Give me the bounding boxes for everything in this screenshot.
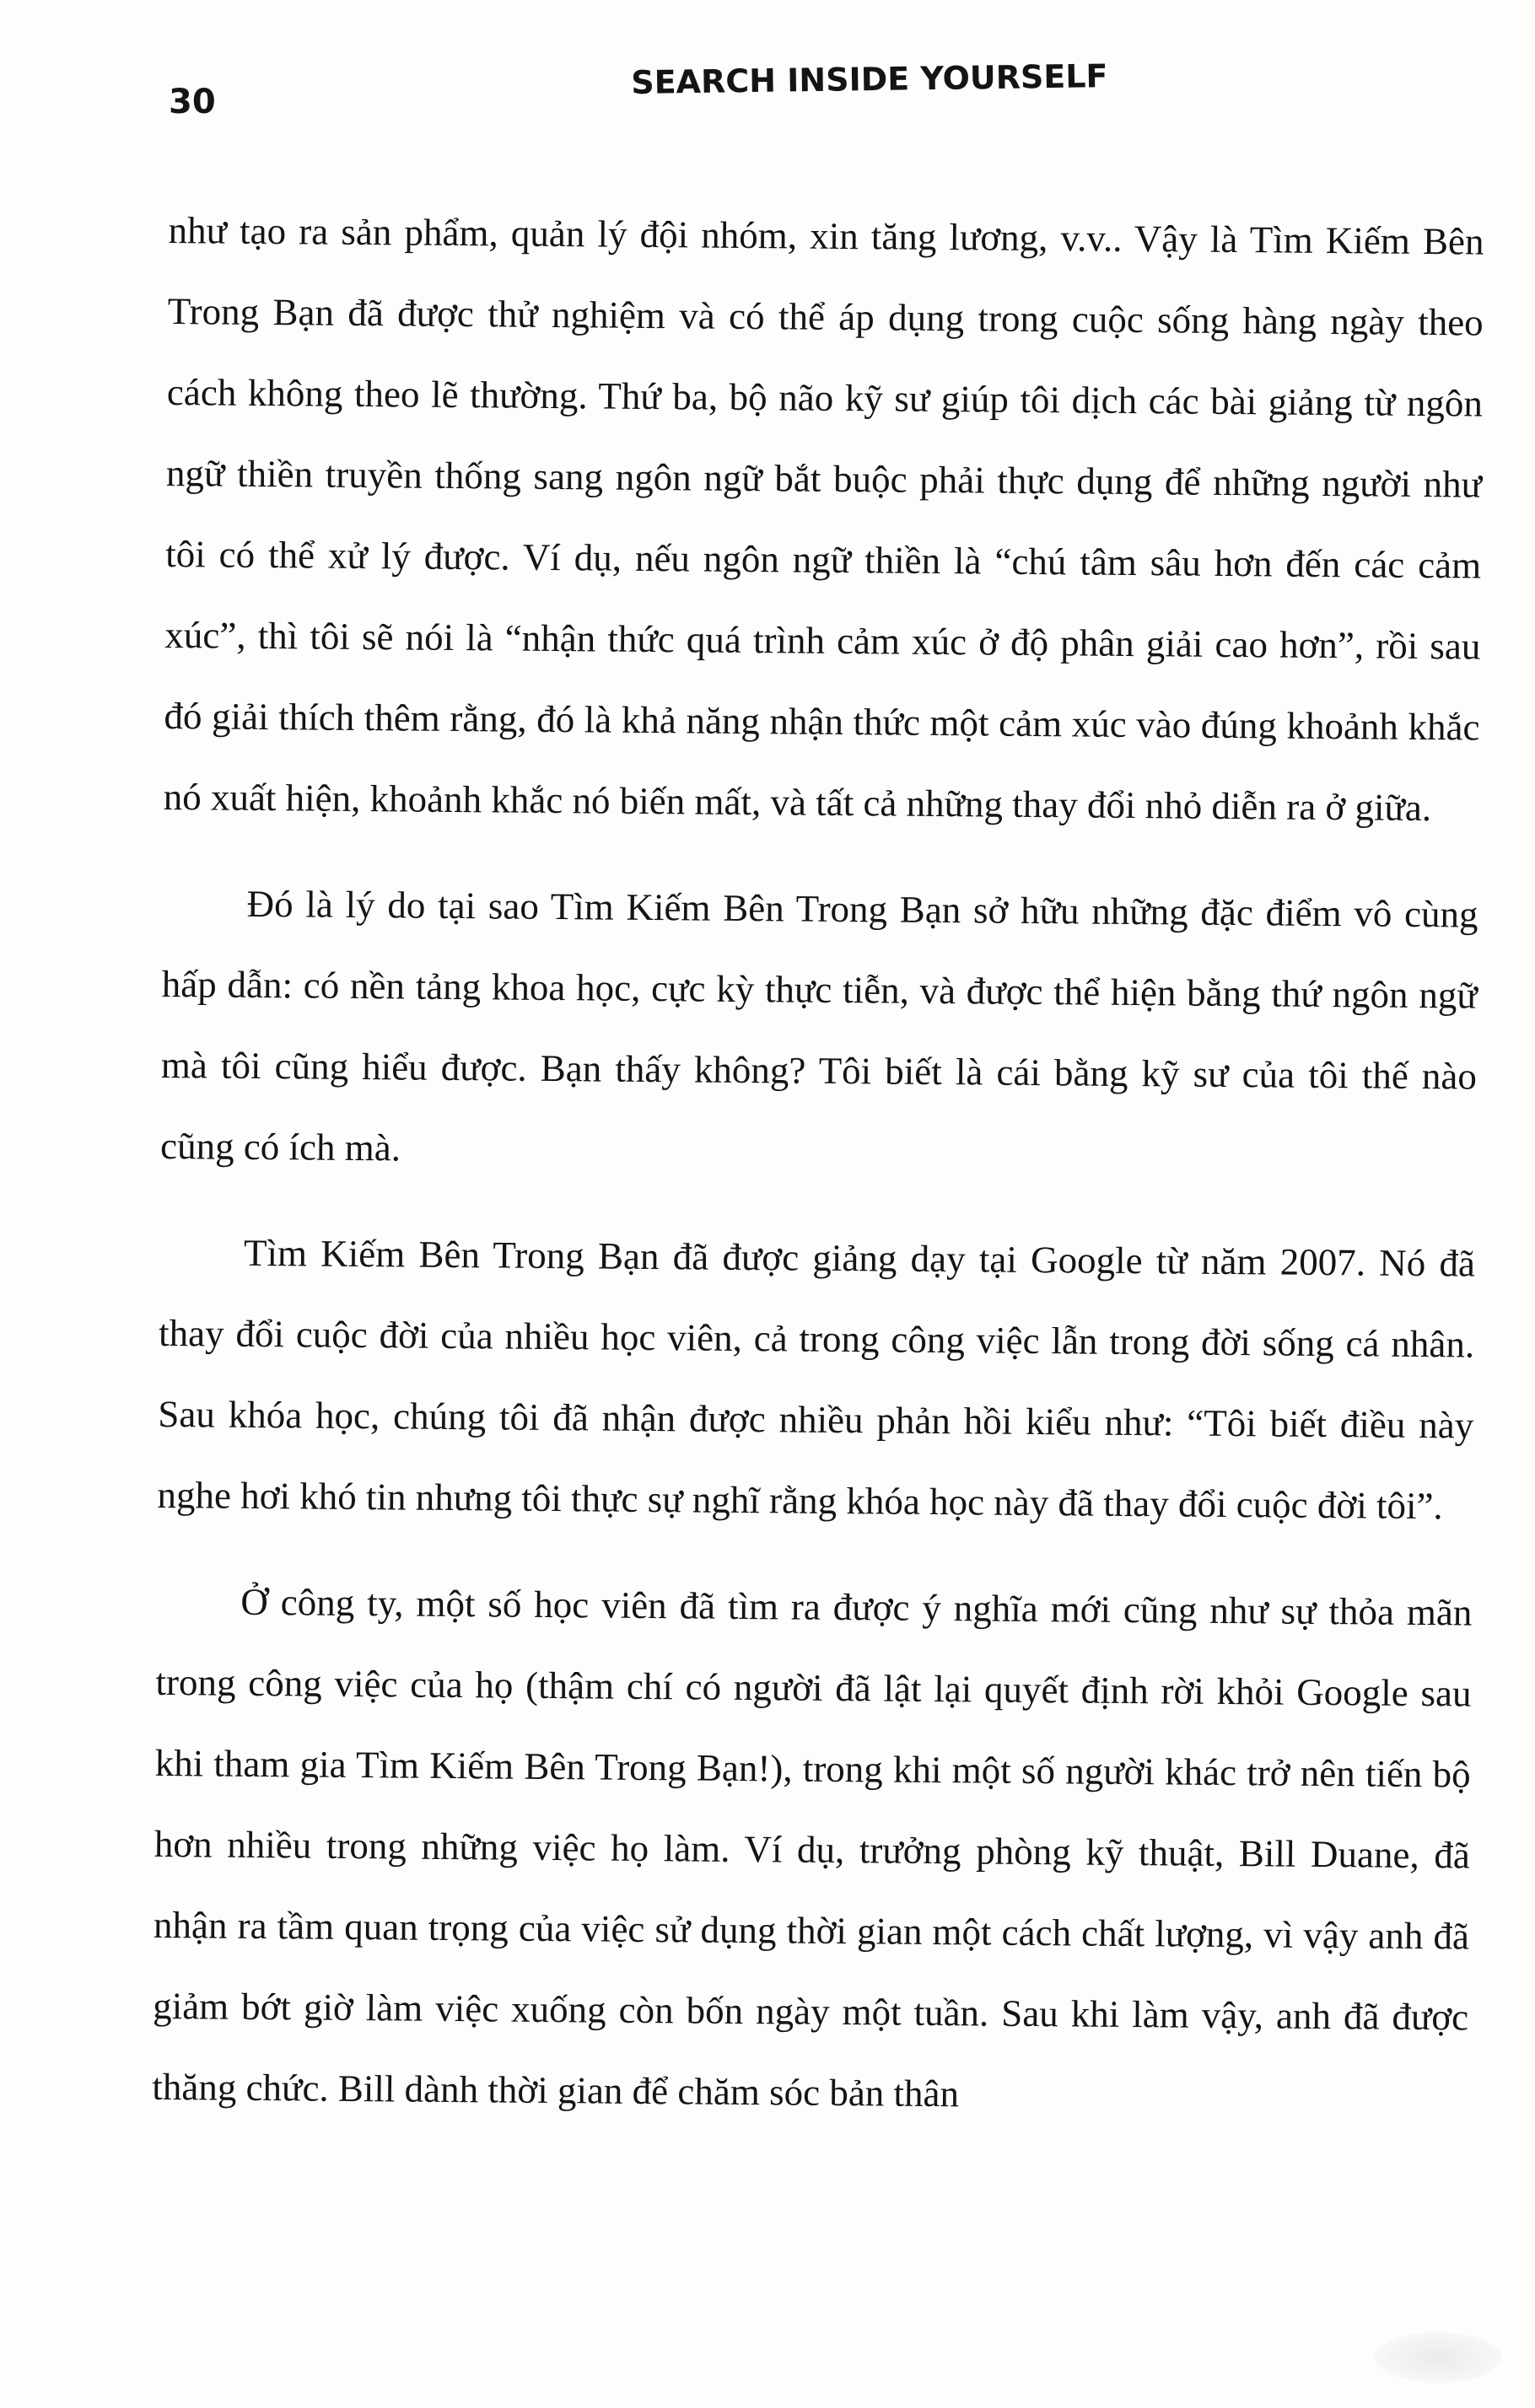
page-smudge [1375,2332,1501,2383]
paragraph: Đó là lý do tại sao Tìm Kiếm Bên Trong Bạn sở hữu những đặc điểm vô cùng hấp dẫn: có nền tảng khoa học, cực kỳ thực tiễn, và được thể hiện bằng thứ ngôn ngữ mà tôi cũng hiểu được. Bạn thấy không? Tôi biết là cái bằng kỹ sư của tôi thế nào cũng có ích mà. [159,882,1478,1169]
running-title: SEARCH INSIDE YOURSELF [631,57,1108,101]
paragraph: Ở công ty, một số học viên đã tìm ra được ý nghĩa mới cũng như sự thỏa mãn trong công việc của họ (thậm chí có người đã lật lại quyết định rời khỏi Google sau khi tham gia Tìm Kiếm Bên Trong Bạn!), trong khi một số người khác trở nên tiến bộ hơn nhiều trong những việc họ làm. Ví dụ, trưởng phòng kỹ thuật, Bill Duane, đã nhận ra tầm quan trọng của việc sử dụng thời gian một cách chất lượng, vì vậy anh đã giảm bớt giờ làm việc xuống còn bốn ngày một tuần. Sau khi làm vậy, anh đã được thăng chức. Bill dành thời gian để chăm sóc bản thân [152,1580,1473,2115]
paragraph-continued: như tạo ra sản phẩm, quản lý đội nhóm, xin tăng lương, v.v.. Vậy là Tìm Kiếm Bên Trong Bạn đã được thử nghiệm và có thể áp dụng trong cuộc sống hàng ngày theo cách không theo lẽ thường. Thứ ba, bộ não kỹ sư giúp tôi dịch các bài giảng từ ngôn ngữ thiền truyền thống sang ngôn ngữ bắt buộc phải thực dụng để những người như tôi có thể xử lý được. Ví dụ, nếu ngôn ngữ thiền là “chú tâm sâu hơn đến các cảm xúc”, thì tôi sẽ nói là “nhận thức quá trình cảm xúc ở độ phân giải cao hơn”, rồi sau đó giải thích thêm rằng, đó là khả năng nhận thức một cảm xúc vào đúng khoảnh khắc nó xuất hiện, khoảnh khắc nó biến mất, và tất cả những thay đổi nhỏ diễn ra ở giữa. [163,208,1484,830]
paragraph: Tìm Kiếm Bên Trong Bạn đã được giảng dạy tại Google từ năm 2007. Nó đã thay đổi cuộc đời của nhiều học viên, cả trong công việc lẫn trong đời sống cá nhân. Sau khóa học, chúng tôi đã nhận được nhiều phản hồi kiểu như: “Tôi biết điều này nghe hơi khó tin nhưng tôi thực sự nghĩ rằng khóa học này đã thay đổi cuộc đời tôi”. [157,1231,1476,1528]
page-number: 30 [169,83,216,121]
body-text [152,190,1484,2139]
